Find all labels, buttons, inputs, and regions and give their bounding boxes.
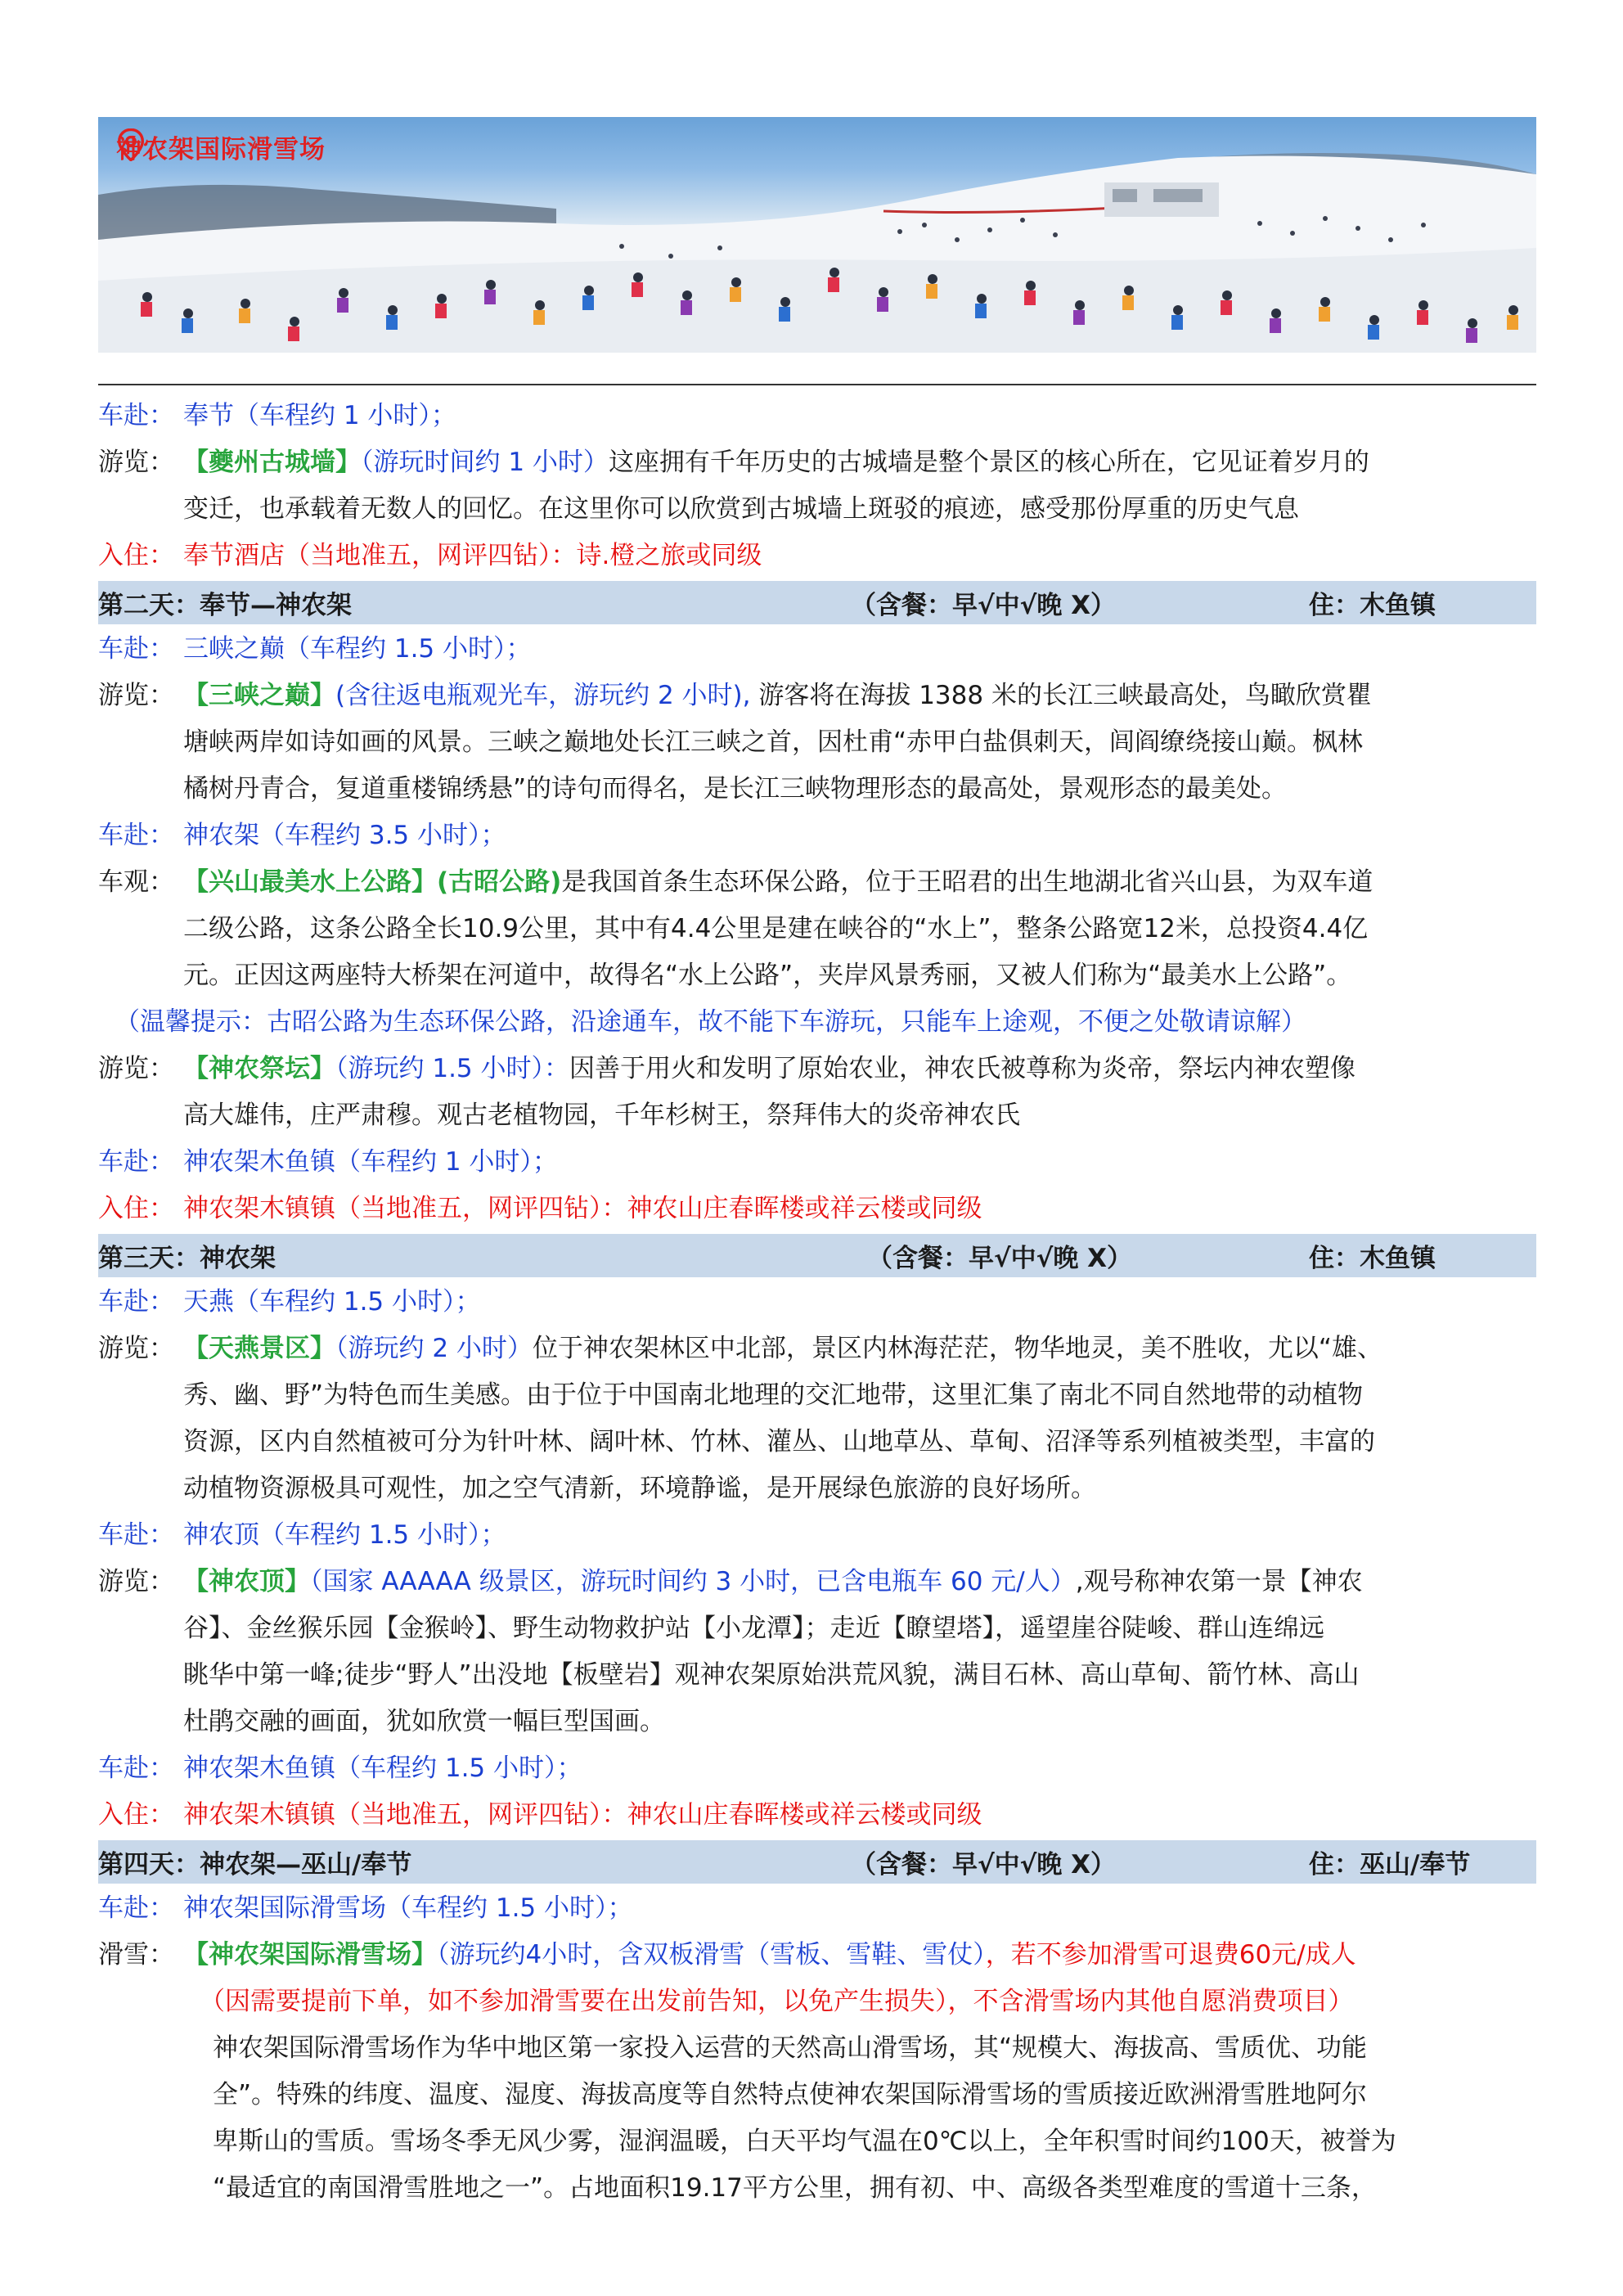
ski-desc-line: 神农架国际滑雪场作为华中地区第一家投入运营的天然高山滑雪场，其“规模大、海拔高、雪质优、功能 bbox=[213, 2033, 1368, 2063]
day-stay: 住：木鱼镇 bbox=[1309, 1244, 1436, 1273]
day-title: 第三天：神农架 bbox=[98, 1244, 276, 1273]
travel-row bbox=[98, 1885, 1536, 1932]
day-meal: （含餐：早√中√晚 X） bbox=[867, 1244, 1133, 1273]
tour-line bbox=[183, 1326, 1536, 1372]
row-label: 游览： bbox=[98, 1567, 174, 1596]
row-text: 神农架木镇镇（当地准五，网评四钻）：神农山庄春晖楼或祥云楼或同级 bbox=[183, 1194, 982, 1223]
spot-name: 【神农祭坛】 bbox=[183, 1054, 335, 1083]
day-meal: （含餐：早√中√晚 X） bbox=[851, 591, 1117, 620]
ski-resort-banner bbox=[98, 117, 1536, 353]
row-label: 车赴： bbox=[98, 821, 174, 850]
spot-name: 【三峡之巅】 bbox=[183, 681, 335, 710]
row-text: 神农顶（车程约 1.5 小时）； bbox=[183, 1520, 506, 1550]
travel-row bbox=[98, 1745, 1536, 1792]
ski-desc-line: 卑斯山的雪质。雪场冬季无风少雾，湿润温暖，白天平均气温在0℃以上，全年积雪时间约100天，被誉为 bbox=[213, 2127, 1396, 2156]
row-label: 车赴： bbox=[98, 401, 174, 430]
row-text: 天燕（车程约 1.5 小时）； bbox=[183, 1287, 481, 1317]
tour-line: 变迁，也承载着无数人的回忆。在这里你可以欣赏到古城墙上斑驳的痕迹，感受那份厚重的历史气息 bbox=[183, 494, 1299, 524]
day-header-3 bbox=[98, 1234, 1536, 1277]
row-label: 车赴： bbox=[98, 1893, 174, 1923]
spot-duration: （游玩约4小时，含双板滑雪（雪板、雪鞋、雪仗） bbox=[437, 1940, 986, 1970]
tour-line: 谷】、金丝猴乐园【金猴岭】、野生动物救护站【小龙潭】；走近【瞭望塔】，遥望崖谷陡峻、群山连绵远 bbox=[183, 1614, 1324, 1643]
tour-line bbox=[183, 1559, 1536, 1605]
row-label: 车观： bbox=[98, 867, 174, 897]
row-label: 车赴： bbox=[98, 1520, 174, 1550]
travel-row bbox=[98, 1512, 1536, 1559]
tour-line: 元。正因这两座特大桥架在河道中，故得名“水上公路”，夹岸风景秀丽，又被人们称为“最美水上公路”。 bbox=[183, 961, 1352, 990]
tour-line: 橘树丹青合，复道重楼锦绣悬”的诗句而得名，是长江三峡物理形态的最高处，景观形态的最美处。 bbox=[183, 774, 1288, 804]
tour-line: 动植物资源极具可观性，加之空气清新，环境静谧，是开展绿色旅游的良好场所。 bbox=[183, 1474, 1096, 1503]
ski-desc-line: 全”。特殊的纬度、温度、湿度、海拔高度等自然特点使神农架国际滑雪场的雪质接近欧洲滑雪胜地阿尔 bbox=[213, 2080, 1368, 2109]
row-label: 游览： bbox=[98, 1054, 174, 1083]
row-label: 车赴： bbox=[98, 1287, 174, 1317]
row-text: 神农架（车程约 3.5 小时）； bbox=[183, 821, 506, 850]
ski-resort-section bbox=[98, 1932, 1536, 2212]
row-text: 神农架木镇镇（当地准五，网评四钻）：神农山庄春晖楼或祥云楼或同级 bbox=[183, 1800, 982, 1830]
spot-name: 【神农架国际滑雪场】 bbox=[183, 1940, 437, 1970]
tour-three-gorges-summit bbox=[98, 673, 1536, 813]
row-label: 车赴： bbox=[98, 634, 174, 664]
row-label: 车赴： bbox=[98, 1147, 174, 1177]
stay-row bbox=[98, 533, 1536, 579]
banner-title bbox=[116, 128, 326, 165]
spot-desc: ,观号称神农第一景【神农 bbox=[1075, 1567, 1363, 1596]
spot-duration: (含往返电瓶观光车，游玩约 2 小时), bbox=[335, 681, 751, 710]
view-water-road bbox=[98, 859, 1536, 999]
row-label: 游览： bbox=[98, 1334, 174, 1363]
spot-desc: 游客将在海拔 1388 米的长江三峡最高处，鸟瞰欣赏瞿 bbox=[750, 681, 1372, 710]
row-label: 滑雪： bbox=[98, 1940, 174, 1970]
tour-line bbox=[183, 1046, 1536, 1092]
row-label: 入住： bbox=[98, 541, 174, 570]
row-text: 神农架木鱼镇（车程约 1.5 小时）； bbox=[183, 1754, 582, 1783]
tour-line: 塘峡两岸如诗如画的风景。三峡之巅地处长江三峡之首，因杜甫“赤甲白盐俱刺天，闾阎缭绕接山巅。枫林 bbox=[183, 727, 1364, 757]
ski-desc-line: “最适宜的南国滑雪胜地之一”。占地面积19.17平方公里，拥有初、中、高级各类型难度的雪道十三条， bbox=[213, 2173, 1377, 2203]
row-label: 游览： bbox=[98, 448, 174, 477]
tour-kuizhou-wall bbox=[98, 439, 1536, 533]
banner-title-text: 神农架国际滑雪场 bbox=[116, 135, 326, 164]
location-pin-icon bbox=[116, 128, 146, 161]
row-text: 神农架木鱼镇（车程约 1 小时）； bbox=[183, 1147, 558, 1177]
stay-row bbox=[98, 1186, 1536, 1232]
row-text: 奉节（车程约 1 小时）； bbox=[183, 401, 456, 430]
tour-line bbox=[183, 1932, 1536, 1979]
row-text: 奉节酒店（当地准五，网评四钻）：诗.橙之旅或同级 bbox=[183, 541, 762, 570]
spot-name: 【神农顶】 bbox=[183, 1567, 310, 1596]
tour-line: 杜鹃交融的画面，犹如欣赏一幅巨型国画。 bbox=[183, 1707, 665, 1736]
tour-line: 资源，区内自然植被可分为针叶林、阔叶林、竹林、灌丛、山地草丛、草甸、沼泽等系列植被类型，丰富的 bbox=[183, 1427, 1375, 1456]
tour-line: 高大雄伟，庄严肃穆。观古老植物园，千年杉树王，祭拜伟大的炎帝神农氏 bbox=[183, 1101, 1020, 1130]
row-text: 神农架国际滑雪场（车程约 1.5 小时）； bbox=[183, 1893, 633, 1923]
day-title: 第二天：奉节—神农架 bbox=[98, 591, 352, 620]
row-label: 游览： bbox=[98, 681, 174, 710]
spot-name: 【兴山最美水上公路】(古昭公路) bbox=[183, 867, 562, 897]
tour-line: 秀、幽、野”为特色而生美感。由于位于中国南北地理的交汇地带，这里汇集了南北不同自然地带的动植物 bbox=[183, 1380, 1364, 1410]
spot-duration: （游玩约 2 小时） bbox=[335, 1334, 533, 1363]
spot-name: 【夔州古城墙】 bbox=[183, 448, 361, 477]
spot-desc: 是我国首条生态环保公路，位于王昭君的出生地湖北省兴山县，为双车道 bbox=[561, 867, 1373, 897]
spot-desc: 因善于用火和发明了原始农业，神农氏被尊称为炎帝，祭坛内神农塑像 bbox=[569, 1054, 1356, 1083]
travel-row bbox=[98, 393, 1536, 439]
spot-desc: 位于神农架林区中北部，景区内林海茫茫，物华地灵，美不胜收，尤以“雄、 bbox=[532, 1334, 1382, 1363]
day-title: 第四天：神农架—巫山/奉节 bbox=[98, 1850, 412, 1880]
day-header-2 bbox=[98, 581, 1536, 624]
travel-row bbox=[98, 626, 1536, 673]
tour-line bbox=[183, 859, 1536, 906]
tour-line: 二级公路，这条公路全长10.9公里，其中有4.4公里是建在峡谷的“水上”，整条公路宽12米，总投资4.4亿 bbox=[183, 914, 1369, 943]
spot-desc: 这座拥有千年历史的古城墙是整个景区的核心所在，它见证着岁月的 bbox=[608, 448, 1369, 477]
row-text: 三峡之巅（车程约 1.5 小时）； bbox=[183, 634, 532, 664]
itinerary-content bbox=[98, 393, 1536, 2212]
row-label: 车赴： bbox=[98, 1754, 174, 1783]
tour-shennong-altar bbox=[98, 1046, 1536, 1139]
refund-note: ，若不参加滑雪可退费60元/成人 bbox=[985, 1940, 1356, 1970]
tour-line bbox=[183, 673, 1536, 719]
divider-line bbox=[98, 384, 1536, 385]
spot-duration: （国家 AAAAA 级景区，游玩时间约 3 小时，已含电瓶车 60 元/人） bbox=[310, 1567, 1076, 1596]
booking-note: （因需要提前下单，如不参加滑雪要在出发前告知，以免产生损失），不含滑雪场内其他自愿消费项目） bbox=[200, 1987, 1354, 2016]
tour-shennongding bbox=[98, 1559, 1536, 1745]
day-stay: 住：巫山/奉节 bbox=[1309, 1850, 1471, 1880]
warm-tip: （温馨提示：古昭公路为生态环保公路，沿途通车，故不能下车游玩，只能车上途观，不便之处敬请谅解） bbox=[115, 1007, 1306, 1037]
day-meal: （含餐：早√中√晚 X） bbox=[851, 1850, 1117, 1880]
travel-row bbox=[98, 813, 1536, 859]
travel-row bbox=[98, 1139, 1536, 1186]
spot-duration: （游玩时间约 1 小时） bbox=[361, 448, 609, 477]
tour-tianyan bbox=[98, 1326, 1536, 1512]
travel-row bbox=[98, 1279, 1536, 1326]
row-label: 入住： bbox=[98, 1800, 174, 1830]
day-stay: 住：木鱼镇 bbox=[1309, 591, 1436, 620]
day-header-4 bbox=[98, 1840, 1536, 1884]
tour-line: 眺华中第一峰;徒步“野人”出没地【板壁岩】观神农架原始洪荒风貌，满目石林、高山草甸、箭竹林、高山 bbox=[183, 1660, 1360, 1690]
spot-duration: （游玩约 1.5 小时）： bbox=[335, 1054, 570, 1083]
tour-line bbox=[183, 439, 1536, 486]
spot-name: 【天燕景区】 bbox=[183, 1334, 335, 1363]
row-label: 入住： bbox=[98, 1194, 174, 1223]
stay-row bbox=[98, 1792, 1536, 1839]
